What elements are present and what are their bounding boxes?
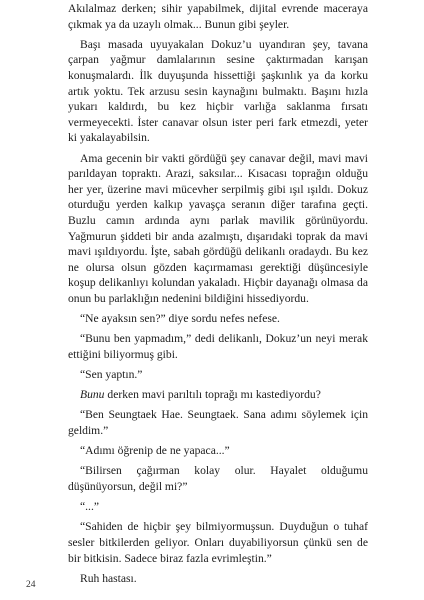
dialogue-line: “Sahiden de hiçbir şey bilmiyormuşsun. Duyduğun o tuhaf sesler bitkilerden geliyor. Onları duyabiliyorsun çünkü sen de bir bitkisin. Sadece biraz fazla evrimleştin.”: [68, 520, 368, 565]
dialogue-line: “Ne ayaksın sen?” diye sordu nefes nefese.: [80, 312, 280, 326]
italic-word: Bunu: [80, 388, 105, 402]
dialogue-line: “...”: [80, 500, 99, 514]
paragraph: [68, 387, 368, 403]
page-number: 24: [26, 580, 36, 590]
body-text: [68, 1, 368, 591]
dialogue-line: “Bunu ben yapmadım,” dedi delikanlı, Dokuz’un neyi merak ettiğini biliyormuş gibi.: [68, 332, 368, 361]
dialogue-line: “Sen yaptın.”: [80, 368, 143, 382]
dialogue-line: “Adımı öğrenip de ne yapaca...”: [80, 444, 230, 458]
paragraph: Akılalmaz derken; sihir yapabilmek, dijital evrende maceraya çıkmak ya da uzaylı olmak... Bunun gibi şeyler.: [68, 2, 368, 31]
dialogue-line: “Bilirsen çağırman kolay olur. Hayalet olduğumu düşünüyorsun, değil mi?”: [68, 464, 368, 493]
paragraph: Ama gecenin bir vakti gördüğü şey canavar değil, mavi mavi parıldayan topraktı. Arazi, saksılar... Kısacası toprağın olduğu her yer, üzerine mavi mücevher serpilmiş gibi ışıl ışıldı. Dokuz oturduğu yerden kalkıp yavaşça seranın diğer tarafına geçti. Buzlu camın ardında aynı parlak mavilik görünüyordu. Yağmurun şiddeti bir anda azalmıştı, dışarıdaki toprak da mavi mavi ışıldıyordu. İşte, sabah gördüğü delikanlı oradaydı. Bu kez ne olursa olsun gözden kaçırmaması gerektiği düşüncesiyle koşup delikanlıyı kolundan yakaladı. Hiçbir dayanağı olmasa da onun bu parlaklığın nedenini bildiğini hissediyordu.: [68, 151, 368, 305]
dialogue-line: “Ben Seungtaek Hae. Seungtaek. Sana adımı söylemek için geldim.”: [68, 408, 368, 437]
paragraph: Ruh hastası.: [80, 571, 137, 585]
paragraph-rest: derken mavi parıltılı toprağı mı kastediyordu?: [107, 388, 321, 402]
paragraph: Başı masada uyuyakalan Dokuz’u uyandıran şey, tavana çarpan yağmur damlalarının sesine çaktırmadan karışan konuşmalardı. İlk duyuşunda hissettiği şaşkınlık ya da korku artık yoktu. Tek arzusu sesin kaynağını bulmaktı. Başını hızla yukarı kaldırdı, bu kez hiçbir varlığa saklanma fırsatı vermeyecekti. İster canavar olsun ister peri fark etmezdi, yeter ki yakalayabilsin.: [68, 37, 368, 145]
